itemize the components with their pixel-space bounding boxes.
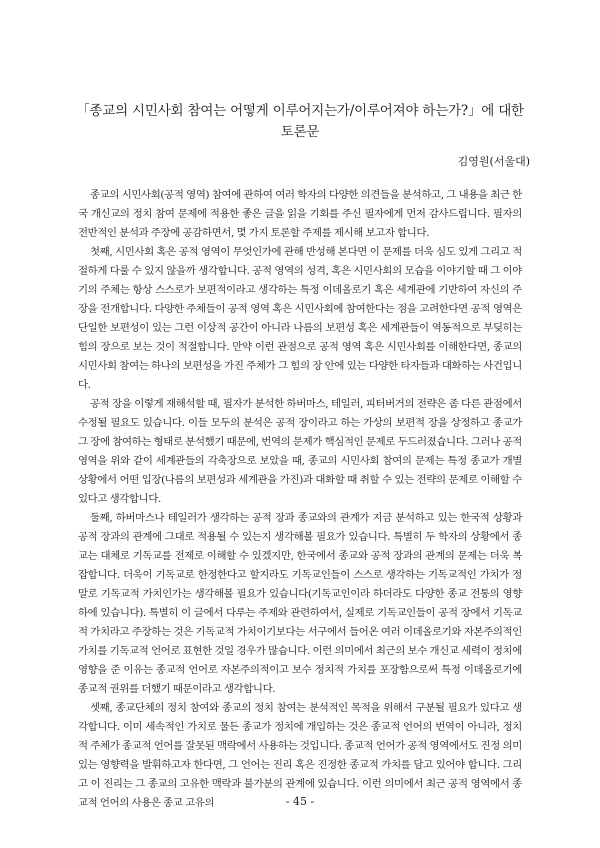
title-line-1: 「종교의 시민사회 참여는 어떻게 이루어지는가/이루어져야 하는가?」에 대한 xyxy=(76,103,524,119)
paragraph-second-point: 둘째, 하버마스나 테일러가 생각하는 공적 장과 종교와의 관계가 지금 분석하고 있는 한국적 상황과 공적 장과의 관계에 그대로 적용될 수 있는지 생각해볼 필요가 있습니다. 특별히 두 학자의 상황에서 종교는 대체로 기독교를 전제로 이해할 수 있겠지만, 한국에서 종교와 공적 장과의 관계의 문제는 더욱 복잡합니다. 더욱이 기독교로 한정한다고 할지라도 기독교인들이 스스로 생각하는 기독교적인 가치가 정말로 기독교적 가치인가는 생각해볼 필요가 있습니다(기독교인이라 하더라도 다양한 종교 전통의 영향 하에 있습니다). 특별히 이 글에서 다루는 주제와 관련하여서, 실제로 기독교인들이 공적 장에서 기독교적 가치라고 주장하는 것은 기독교적 가치이기보다는 서구에서 들어온 여러 이데올로기와 자본주의적인 가치를 기독교적 언어로 표현한 것일 경우가 많습니다. 이런 의미에서 최근의 보수 개신교 세력이 정치에 영향을 준 이유는 종교적 언어로 자본주의적이고 보수 정치적 가치를 포장함으로써 특정 이데올로기에 종교적 권위를 더했기 때문이라고 생각합니다. xyxy=(78,512,522,695)
paragraph-intro: 종교의 시민사회(공적 영역) 참여에 관하여 여러 학자의 다양한 의견들을 분석하고, 그 내용을 최근 한국 개신교의 정치 참여 문제에 적용한 좋은 글을 읽을 기회를 주신 필자에게 먼저 감사드립니다. 필자의 전반적인 분석과 주장에 공감하면서, 몇 가지 토론할 주제를 제시해 보고자 합니다. xyxy=(78,189,522,239)
title-line-2: 토론문 xyxy=(280,124,320,140)
document-body xyxy=(78,186,522,813)
document-title xyxy=(60,101,540,143)
paragraph-third-point: 셋째, 종교단체의 정치 참여와 종교의 정치 참여는 분석적인 목적을 위해서 구분될 필요가 있다고 생각합니다. 이미 세속적인 가치로 물든 종교가 정치에 개입하는 것은 종교적 언어의 번역이 아니라, 정치적 주체가 종교적 언어를 잘못된 맥락에서 사용하는 것입니다. 종교적 언어가 공적 영역에서도 진정 의미 있는 영향력을 발휘하고자 한다면, 그 언어는 진리 혹은 진정한 종교적 가치를 담고 있어야 합니다. 그리고 이 진리는 그 종교의 고유한 맥락과 불가분의 관계에 있습니다. 이런 의미에서 최근 공적 영역에서 종교적 언어의 사용은 종교 고유의 xyxy=(78,702,522,809)
author-affiliation: 김영원(서울대) xyxy=(457,155,530,168)
paragraph-first-point: 첫째, 시민사회 혹은 공적 영역이 무엇인가에 관해 반성해 본다면 이 문제를 더욱 심도 있게 그리고 적절하게 다룰 수 있지 않을까 생각합니다. 공적 영역의 성격, 혹은 시민사회의 모습을 이야기할 때 그 이야기의 주체는 항상 스스로가 보편적이라고 생각하는 특정 이데올로기 혹은 세계관에 기반하여 자신의 주장을 전개합니다. 다양한 주체들이 공적 영역 혹은 시민사회에 참여한다는 점을 고려한다면 공적 영역은 단일한 보편성이 있는 그런 이상적 공간이 아니라 나름의 보편성 혹은 세계관들이 역동적으로 부딪히는 힘의 장으로 보는 것이 적절합니다. 만약 이런 관점으로 공적 영역 혹은 시민사회를 이해한다면, 종교의 시민사회 참여는 하나의 보편성을 가진 주체가 그 힘의 장 안에 있는 다양한 타자들과 대화하는 사건입니다. xyxy=(78,246,522,391)
paragraph-public-sphere: 공적 장을 이렇게 재해석할 때, 필자가 분석한 하버마스, 테일러, 피터버거의 전략은 좀 다른 관점에서 수정될 필요도 있습니다. 이들 모두의 분석은 공적 장이라고 하는 가상의 보편적 장을 상정하고 종교가 그 장에 참여하는 형태로 분석했기 때문에, 번역의 문제가 핵심적인 문제로 두드러졌습니다. 그러나 공적 영역을 위와 같이 세계관들의 각축장으로 보았을 때, 종교의 시민사회 참여의 문제는 특정 종교가 개별 상황에서 어떤 입장(나름의 보편성과 세계관을 가진)과 대화할 때 취할 수 있는 전략의 문제로 이해할 수 있다고 생각합니다. xyxy=(78,398,522,505)
page-number: - 45 - xyxy=(285,795,315,808)
